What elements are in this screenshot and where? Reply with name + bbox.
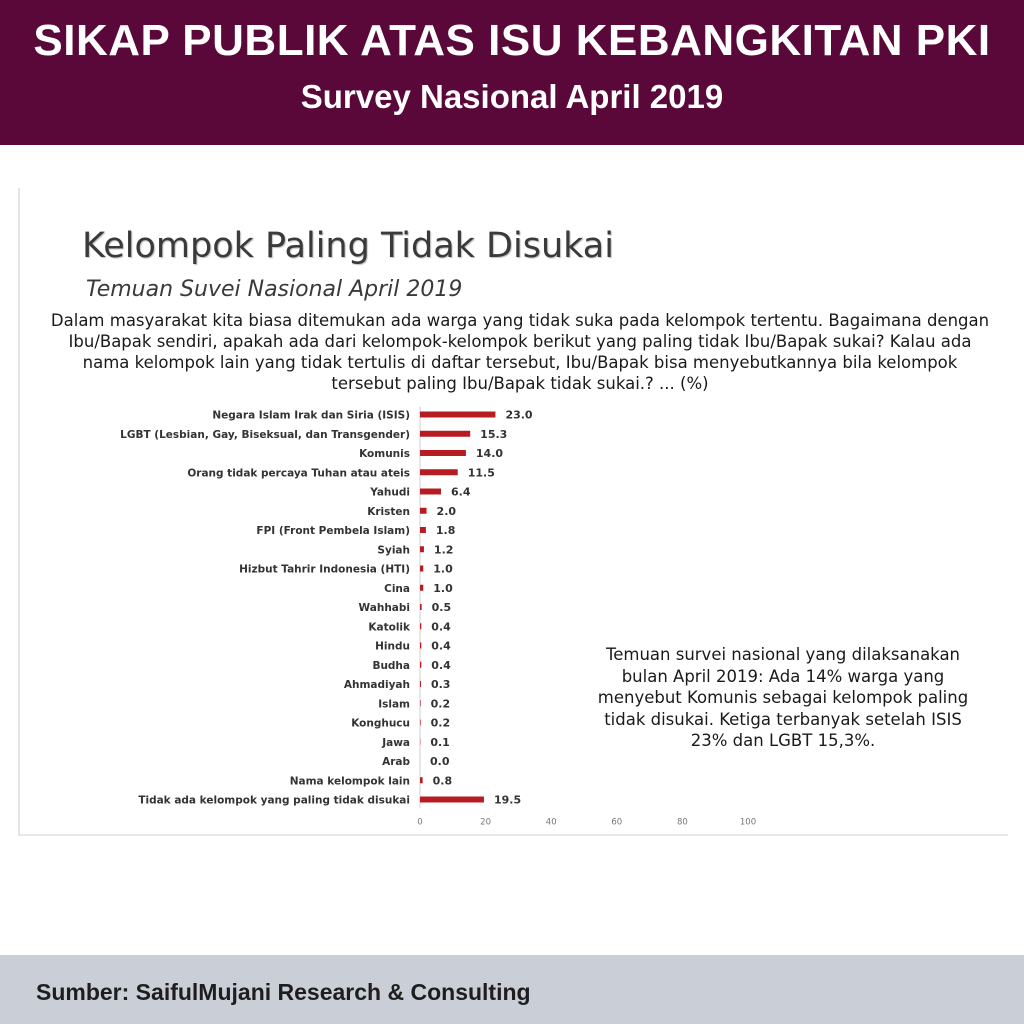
category-label: Orang tidak percaya Tuhan atau ateis: [187, 467, 410, 480]
category-label: Negara Islam Irak dan Siria (ISIS): [212, 409, 410, 422]
bar: [420, 777, 423, 783]
category-label: Hindu: [375, 640, 410, 653]
bar: [420, 527, 426, 533]
value-label: 0.1: [430, 735, 450, 749]
category-label: Wahhabi: [358, 602, 410, 614]
category-label: Komunis: [359, 448, 410, 460]
bar: [420, 508, 427, 514]
bar: [420, 546, 424, 552]
x-tick-label: 40: [545, 817, 557, 828]
bar: [420, 720, 421, 726]
category-label: Islam: [378, 698, 410, 711]
value-label: 0.4: [431, 620, 451, 634]
bar: [420, 643, 421, 649]
value-label: 2.0: [436, 504, 457, 518]
bar: [420, 469, 458, 475]
value-label: 6.4: [450, 485, 471, 499]
category-label: FPI (Front Pembela Islam): [256, 525, 410, 537]
category-label: Katolik: [368, 621, 410, 634]
category-label: LGBT (Lesbian, Gay, Biseksual, dan Transgender): [120, 428, 410, 441]
category-label: Cina: [384, 582, 410, 595]
bar: [420, 450, 466, 456]
value-label: 1.8: [435, 524, 456, 537]
category-label: Syiah: [377, 544, 410, 557]
category-label: Nama kelompok lain: [289, 775, 410, 788]
category-label: Yahudi: [370, 486, 410, 499]
value-label: 0.2: [430, 716, 451, 730]
bar: [420, 585, 423, 591]
bar: [420, 662, 421, 668]
bar: [420, 604, 422, 610]
findings-note: Temuan survei nasional yang dilaksanakan bulan April 2019: Ada 14% warga yang menyebut Komunis sebagai kelompok paling tidak disukai. Ketiga terbanyak setelah ISIS 23% dan LGBT 15,3%.: [597, 645, 969, 750]
category-label: Jawa: [382, 736, 410, 749]
x-tick-label: 20: [480, 817, 492, 828]
bar: [420, 797, 484, 803]
category-label: Ahmadiyah: [343, 679, 410, 691]
survey-question: Dalam masyarakat kita biasa ditemukan ada warga yang tidak suka pada kelompok tertentu. Bagaimana dengan Ibu/Bapak sendiri, apakah ada dari kelompok-kelompok berikut yang paling tidak Ibu/Bapak sukai? Kalau ada nama kelompok lain yang tidak tertulis di daftar tersebut, Ibu/Bapak bisa menyebutkannya bila kelompok tersebut paling Ibu/Bapak tidak sukai.? ... (%): [50, 311, 990, 393]
value-label: 23.0: [505, 408, 533, 422]
value-label: 11.5: [467, 466, 495, 480]
x-tick-label: 0: [417, 817, 423, 828]
value-label: 0.0: [430, 755, 450, 768]
footer: [0, 955, 1024, 1024]
category-label: Tidak ada kelompok yang paling tidak disukai: [138, 794, 410, 807]
source-credit: Sumber: SaifulMujani Research & Consulting: [36, 979, 531, 1005]
chart-title: Kelompok Paling Tidak Disukai: [82, 226, 614, 266]
bar: [420, 681, 421, 687]
page-subtitle: Survey Nasional April 2019: [300, 78, 724, 115]
value-label: 0.5: [431, 601, 452, 614]
value-label: 0.4: [431, 658, 451, 672]
value-label: 15.3: [480, 427, 508, 441]
category-label: Kristen: [367, 505, 410, 518]
category-label: Konghucu: [351, 717, 410, 730]
value-label: 0.4: [431, 639, 451, 653]
bar: [420, 412, 495, 418]
category-label: Hizbut Tahrir Indonesia (HTI): [239, 563, 410, 576]
x-tick-label: 80: [676, 817, 688, 828]
bar: [420, 566, 423, 572]
page-title: SIKAP PUBLIK ATAS ISU KEBANGKITAN PKI: [33, 16, 991, 65]
category-label: Arab: [382, 756, 410, 768]
bar: [420, 700, 421, 706]
value-label: 19.5: [493, 793, 522, 807]
category-label: Budha: [372, 659, 410, 672]
value-label: 0.3: [430, 678, 451, 691]
bar: [420, 623, 421, 629]
bar: [420, 431, 470, 437]
value-label: 1.0: [433, 581, 453, 595]
bar: [420, 489, 441, 495]
value-label: 1.2: [433, 543, 454, 557]
x-tick-label: 100: [739, 817, 757, 828]
value-label: 1.0: [433, 562, 453, 576]
value-label: 0.8: [432, 774, 453, 788]
chart-subtitle: Temuan Suvei Nasional April 2019: [86, 277, 463, 302]
value-label: 0.2: [430, 697, 451, 711]
x-tick-label: 60: [611, 817, 623, 828]
value-label: 14.0: [475, 447, 504, 460]
